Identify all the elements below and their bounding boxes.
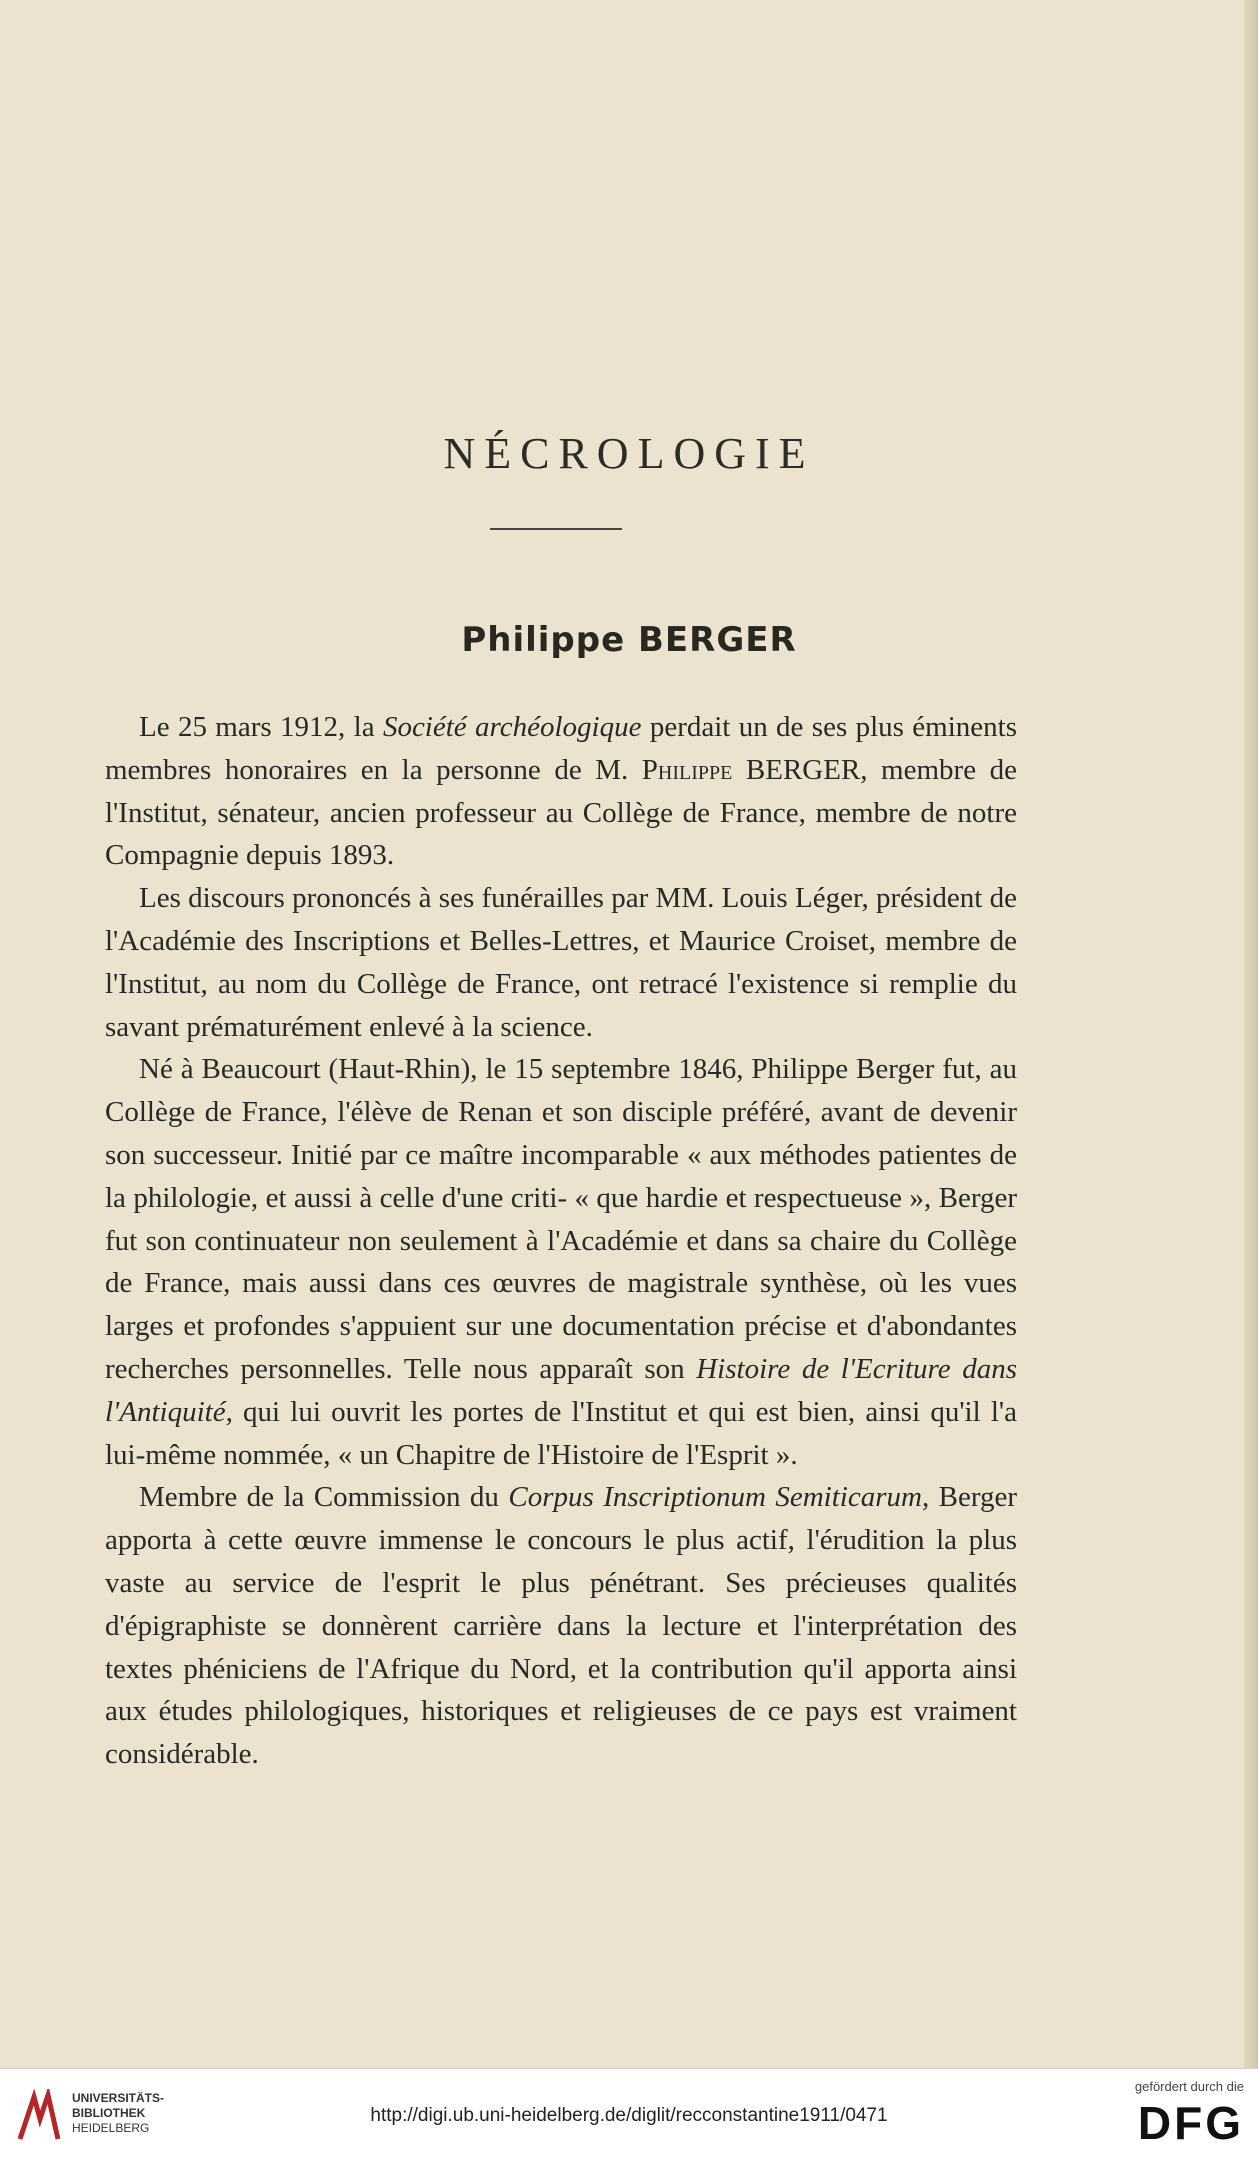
p1-italic-society: Société archéologique: [382, 711, 642, 743]
p4-text-c: , Berger apporta à cette œuvre immense le concours le plus actif, l'érudition la plus vaste au service de l'esprit le plus pénétrant. Ses précieuses qualités d'épigraphiste se donnèrent carrière dans la lecture et l'interprétation des textes phéniciens de l'Afrique du Nord, et la contribution qu'il apporta ainsi aux études philologiques, historiques et religieuses de ce pays est vraiment considérable.: [105, 1481, 1017, 1771]
p4-italic-corpus: Corpus Inscriptionum Semiticarum: [508, 1481, 922, 1514]
p1-text-c: perdait un de ses plus éminents membres honoraires en la personne de M.: [105, 711, 1017, 786]
paragraph-4: [105, 1476, 1017, 1776]
section-heading: NÉCROLOGIE: [443, 429, 815, 478]
permalink-url[interactable]: http://digi.ub.uni-heidelberg.de/diglit/recconstantine1911/0471: [370, 2105, 888, 2126]
paragraph-3: [105, 1048, 1017, 1476]
dfg-logo: DFG: [1137, 2097, 1244, 2149]
library-line-1: UNIVERSITÄTS-: [72, 2091, 165, 2105]
funding-note: gefördert durch die: [1134, 2079, 1244, 2094]
p3-italic-title: Histoire de l'Ecriture dans l'Antiquité,: [105, 1352, 1017, 1428]
page-edge: [1244, 0, 1258, 2068]
obituary-body: [105, 706, 1017, 1776]
library-line-2: BIBLIOTHEK: [72, 2106, 146, 2120]
p1-text-a: Le 25 mars 1912, la: [139, 711, 383, 743]
p3-text-c: qui lui ouvrit les portes de l'Institut et qui est bien, ainsi qu'il l'a lui-même nommée, « un Chapitre de l'Histoire de l'Esprit ».: [105, 1395, 1017, 1471]
p3-text-a: Né à Beaucourt (Haut-Rhin), le 15 septembre 1846, Philippe Berger fut, au Collège de France, l'élève de Renan et son disciple préféré, avant de devenir son successeur. Initié par ce maître incomparable « aux méthodes patientes de la philologie, et aussi à celle d'une criti- « que hardie et respectueuse », Berger fut son continuateur non seulement à l'Académie et dans sa chaire du Collège de France, mais aussi dans ces œuvres de magistrale synthèse, où les vues larges et profondes s'appuient sur une documentation précise et d'abondantes recherches personnelles. Telle nous apparaît son: [105, 1053, 1017, 1385]
title-rule: [490, 528, 622, 530]
viewer-footer: [0, 2068, 1258, 2160]
p4-text-a: Membre de la Commission du: [139, 1481, 509, 1514]
library-line-3: HEIDELBERG: [72, 2121, 150, 2135]
paragraph-1: [105, 706, 1017, 877]
paragraph-2: Les discours prononcés à ses funérailles par MM. Louis Léger, président de l'Académie des Inscriptions et Belles-Lettres, et Maurice Croiset, membre de l'Institut, au nom du Collège de France, ont retracé l'existence si remplie du savant prématurément enlevé à la science.: [105, 882, 1017, 1043]
p1-text-e: BERGER, membre de l'Institut, sénateur, ancien professeur au Collège de France, membre de notre Compagnie depuis 1893.: [105, 753, 1017, 872]
p1-smallcaps-name: Philippe: [641, 753, 733, 786]
obituary-name: Philippe BERGER: [461, 620, 797, 660]
